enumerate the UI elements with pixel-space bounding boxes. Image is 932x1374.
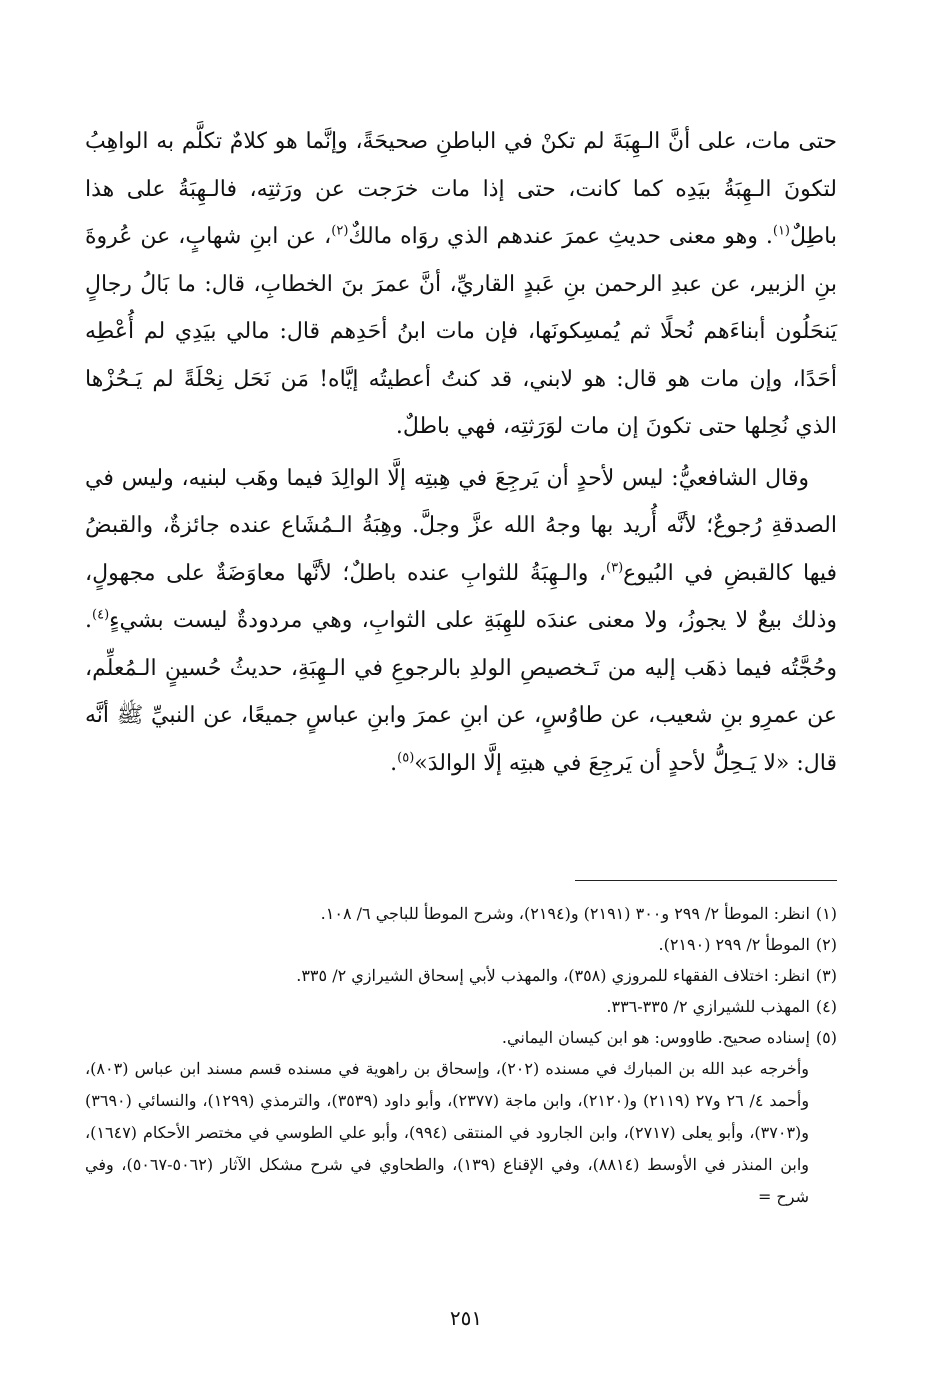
paragraph-2 [85,455,837,788]
footnote-number: (٣) [815,966,837,985]
text-run: . [390,750,398,776]
footnote-ref-4[interactable]: (٤) [92,607,110,623]
text-run: ، عن ابنِ شهابٍ، عن عُروةَ بنِ الزبير، عن عبدِ الرحمن بنِ عَبدٍ القاريِّ، أنَّ عمرَ بنَ الخطابِ، قال: ما بَالُ رجالٍ يَنحَلُون أبناءَهم نُحلًا ثم يُمسِكونَها، فإن مات ابنُ أحَدِهم قال: مالي بيَدِي لم أُعْطِه أحَدًا، وإن مات هو قال: هو لابني، قد كنتُ أعطيتُه إيَّاه! مَن نَحَل نِحْلَةً لم يَـحُزْها الذي نُحِلها حتى تكونَ إن مات لوَرَثتِه، فهي باطلٌ. [85,224,837,439]
footnote-number: (١) [815,904,837,923]
footnote-separator [575,880,837,881]
footnote-ref-2[interactable]: (٢) [331,223,349,239]
main-text [85,118,837,787]
footnote-2 [85,929,837,960]
footnote-ref-5[interactable]: (٥) [397,750,415,766]
page-number: ٢٥١ [449,1306,483,1330]
text-run: . وحُجَّتُه فيما ذهَب إليه من تَـخصيصِ الولدِ بالرجوعِ في الـهِبَةِ، حديثُ حُسينٍ الـمُعلِّم، عن عمرِو بنِ شعيب، عن طاوُسٍ، عن ابنِ عمرَ وابنِ عباسٍ جميعًا، عن النبيِّ ﷺ أنَّه قال: «لا يَـحِلُّ لأحدٍ أن يَرجِعَ في هبتِه إلَّا الوالدَ» [85,608,837,776]
footnote-ref-3[interactable]: (٣) [606,560,624,576]
footnote-text: انظر: اختلاف الفقهاء للمروزي (٣٥٨)، والمهذب لأبي إسحاق الشيرازي ٢/ ٣٣٥. [296,966,810,985]
footnote-number: (٥) [815,1028,837,1047]
paragraph-1 [85,118,837,451]
footnote-4 [85,991,837,1022]
footnote-text: الموطأ ٢/ ٢٩٩ (٢١٩٠). [658,935,810,954]
text-run: حتى مات، على أنَّ الـهِبَةَ لم تكنْ في الباطنِ صحيحَةً، وإنَّما هو كلامٌ تكلَّم به الواهِبُ لتكونَ الـهِبَةُ بيَدِه كما كانت، حتى إذا مات خرَجت عن ورَثتِه، فالـهِبَةُ على هذا باطِلٌ [85,129,837,249]
footnote-1 [85,898,837,929]
footnote-5-continuation: وأخرجه عبد الله بن المبارك في مسنده (٢٠٢)، وإسحاق بن راهوية في مسنده قسم مسند ابن عباس (٨٠٣)، وأحمد ٤/ ٢٦ و٢٧ (٢١١٩) و(٢١٢٠)، وابن ماجة (٢٣٧٧)، وأبو داود (٣٥٣٩)، والترمذي (١٢٩٩)، والنسائي (٣٦٩٠) و(٣٧٠٣)، وأبو يعلى (٢٧١٧)، وابن الجارود في المنتقى (٩٩٤)، وأبو علي الطوسي في مختصر الأحكام (١٦٤٧)، وابن المنذر في الأوسط (٨٨١٤)، وفي الإقناع (١٣٩)، والطحاوي في شرح مشكل الآثار (٥٠٦٢-٥٠٦٧)، وفي شرح = [85,1059,810,1206]
footnote-number: (٤) [815,997,837,1016]
footnotes [85,898,837,1213]
footnote-ref-1[interactable]: (١) [772,223,790,239]
text-run: . وهو معنى حديثِ عمرَ عندهم الذي روَاه مالكٌ [348,224,773,249]
footnote-text: المهذب للشيرازي ٢/ ٣٣٥-٣٣٦. [606,997,810,1016]
text-run: ، والـهِبَةُ للثوابِ عنده باطلٌ؛ لأنَّها معاوَضَةٌ على مجهولٍ، وذلك بيعٌ لا يجوزُ، ولا معنى عندَه للهِبَةِ على الثوابِ، وهي مردودةٌ ليست بشيءٍ [85,560,837,633]
footnote-text: إسناده صحيح. طاووس: هو ابن كيسان اليماني. [501,1028,810,1047]
footnote-text: انظر: الموطأ ٢/ ٢٩٩ و٣٠٠ (٢١٩١) و(٢١٩٤)، وشرح الموطأ للباجي ٦/ ١٠٨. [320,904,810,923]
text-run: وقال الشافعيُّ: ليس لأحدٍ أن يَرجِعَ في هِبتِه إلَّا الوالِدَ فيما وهَب لبنيه، وليس في الصدقةِ رُجوعٌ؛ لأنَّه أُريد بها وجهُ الله عزَّ وجلَّ. وهِبَةُ الـمُشَاع عنده جائزةٌ، والقبضُ فيها كالقبضِ في البُيوع [85,465,837,586]
footnote-3 [85,960,837,991]
footnote-number: (٢) [815,935,837,954]
footnote-5 [85,1022,837,1053]
